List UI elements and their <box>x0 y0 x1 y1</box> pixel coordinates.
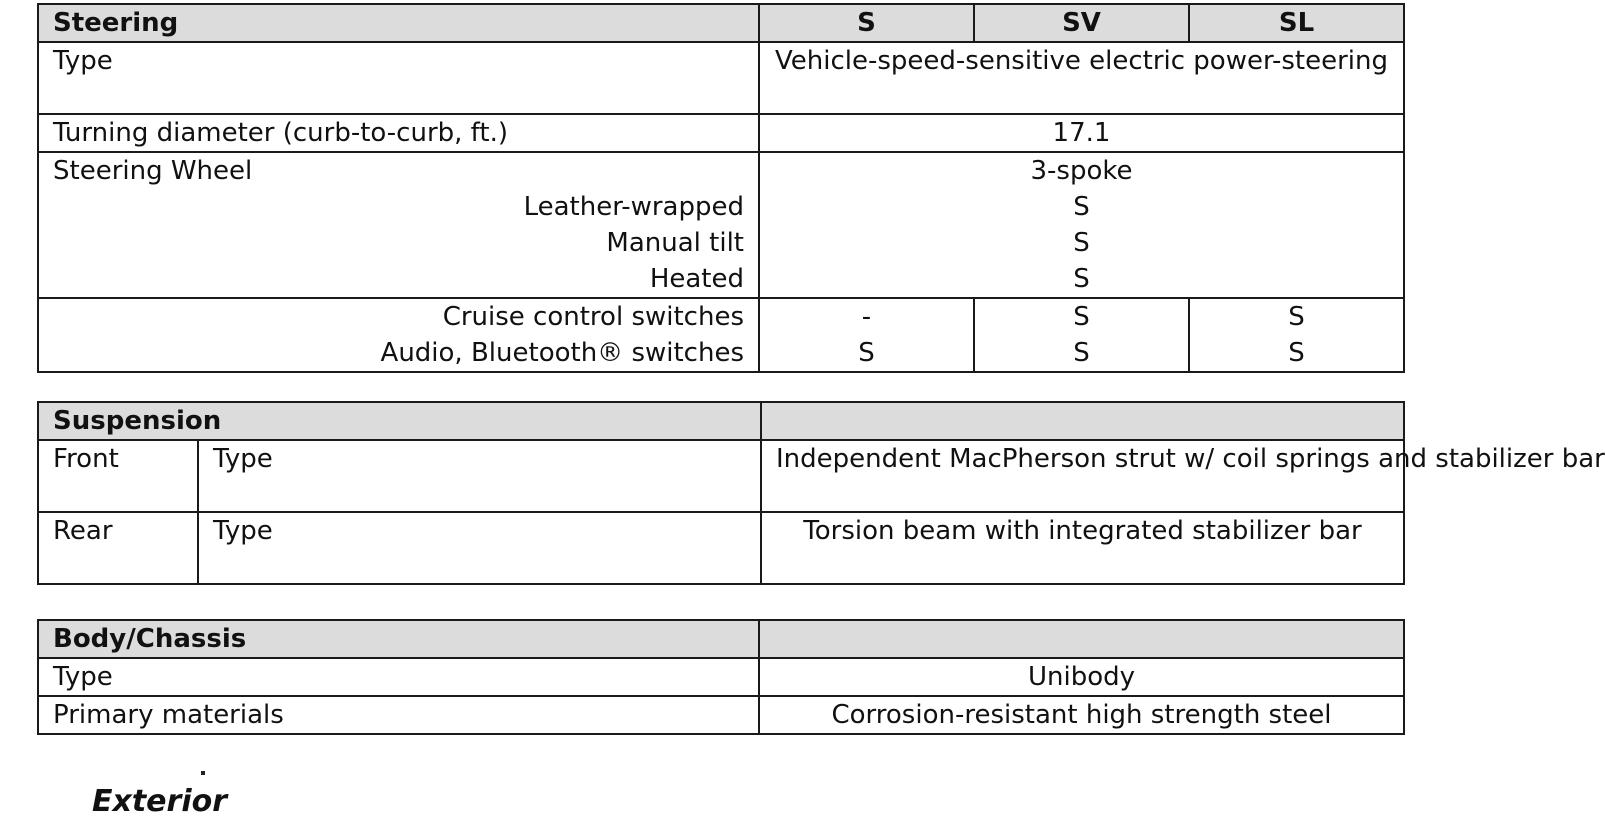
front-suspension-value: Independent MacPherson strut w/ coil springs and stabilizer bar <box>761 440 1404 512</box>
body-type-row <box>38 658 1404 696</box>
primary-materials-row <box>38 696 1404 734</box>
cruise-control-sl: S <box>1288 302 1305 332</box>
body-header-row <box>38 620 1404 658</box>
turning-diameter-label: Turning diameter (curb-to-curb, ft.) <box>38 114 759 152</box>
switches-sl-values <box>1189 298 1404 372</box>
turning-diameter-row <box>38 114 1404 152</box>
cruise-control-s: - <box>861 302 872 332</box>
switches-s-values <box>759 298 974 372</box>
exterior-section-heading: Exterior <box>92 784 228 819</box>
steering-header-row <box>38 4 1404 42</box>
leather-wrapped-value: S <box>1073 192 1090 222</box>
rear-label: Rear <box>38 512 198 584</box>
steering-type-row <box>38 42 1404 114</box>
body-type-label: Type <box>38 658 759 696</box>
manual-tilt-value: S <box>1073 228 1090 258</box>
heated-label: Heated <box>649 264 744 294</box>
rear-suspension-value: Torsion beam with integrated stabilizer bar <box>761 512 1404 584</box>
trim-s-header: S <box>759 4 974 42</box>
steering-type-value: Vehicle-speed-sensitive electric power-steering <box>759 42 1404 114</box>
switches-sv-values <box>974 298 1189 372</box>
steering-wheel-values <box>759 152 1404 298</box>
body-header-blank <box>759 620 1404 658</box>
audio-bluetooth-s: S <box>858 338 875 368</box>
trim-sv-header: SV <box>974 4 1189 42</box>
primary-materials-value: Corrosion-resistant high strength steel <box>759 696 1404 734</box>
body-title: Body/Chassis <box>38 620 759 658</box>
front-label: Front <box>38 440 198 512</box>
turning-diameter-value: 17.1 <box>759 114 1404 152</box>
rear-type-label: Type <box>198 512 761 584</box>
heated-value: S <box>1073 264 1090 294</box>
switches-labels <box>38 298 759 372</box>
steering-table <box>37 3 1405 373</box>
rear-suspension-row <box>38 512 1404 584</box>
front-suspension-row <box>38 440 1404 512</box>
steering-wheel-row <box>38 152 1404 298</box>
steering-wheel-value: 3-spoke <box>1030 156 1133 186</box>
suspension-header-blank <box>761 402 1404 440</box>
primary-materials-label: Primary materials <box>38 696 759 734</box>
steering-title: Steering <box>38 4 759 42</box>
cruise-control-label: Cruise control switches <box>442 302 744 332</box>
body-type-value: Unibody <box>759 658 1404 696</box>
audio-bluetooth-sl: S <box>1288 338 1305 368</box>
trim-sl-header: SL <box>1189 4 1404 42</box>
stray-mark <box>201 771 205 775</box>
cruise-control-sv: S <box>1073 302 1090 332</box>
switches-row <box>38 298 1404 372</box>
audio-bluetooth-label: Audio, Bluetooth® switches <box>380 338 744 368</box>
manual-tilt-label: Manual tilt <box>606 228 744 258</box>
suspension-table <box>37 401 1605 585</box>
leather-wrapped-label: Leather-wrapped <box>523 192 744 222</box>
suspension-header-row <box>38 402 1404 440</box>
steering-wheel-labels <box>38 152 759 298</box>
steering-wheel-label: Steering Wheel <box>53 156 253 186</box>
front-type-label: Type <box>198 440 761 512</box>
suspension-title: Suspension <box>38 402 761 440</box>
audio-bluetooth-sv: S <box>1073 338 1090 368</box>
body-chassis-table <box>37 619 1405 735</box>
steering-type-label: Type <box>38 42 759 114</box>
